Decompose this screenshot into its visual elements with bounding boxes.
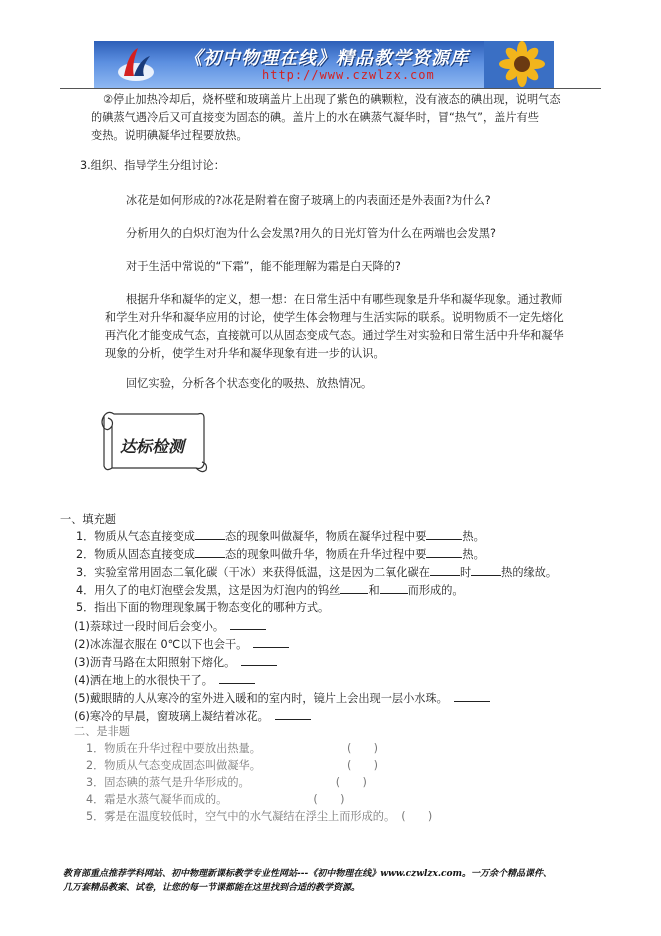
fill-item-1: 1．物质从气态直接变成 态的现象叫做凝华，物质在凝华过程中要 热。 <box>76 527 485 547</box>
fill-item-2: 2．物质从固态直接变成 态的现象叫做升华，物质在升华过程中要 热。 <box>76 545 485 565</box>
discussion-q2: 分析用久的白炽灯泡为什么会发黑?用久的日光灯管为什么在两端也会发黑? <box>126 227 496 240</box>
answer-blank[interactable] <box>454 689 490 702</box>
para-summary-1: 根据升华和凝华的定义，想一想：在日常生活中有哪些现象是升华和凝华现象。通过教师 <box>126 293 563 306</box>
scroll-label: 达标检测 <box>120 437 185 456</box>
header-divider <box>60 88 601 89</box>
answer-blank[interactable] <box>219 671 255 684</box>
tf-item-4: 4．霜是水蒸气凝华而成的。 ( ) <box>86 793 345 806</box>
answer-bracket[interactable]: ( ) <box>335 776 367 789</box>
answer-blank[interactable] <box>195 545 225 558</box>
fill-item-5: 5．指出下面的物理现象属于物态变化的哪种方式。 <box>76 601 330 614</box>
discussion-q1: 冰花是如何形成的?冰花是附着在窗子玻璃上的内表面还是外表面?为什么? <box>126 194 491 207</box>
answer-bracket[interactable]: ( ) <box>346 759 379 772</box>
sunflower-icon <box>484 41 554 88</box>
answer-blank[interactable] <box>241 653 277 666</box>
answer-blank[interactable] <box>195 527 225 540</box>
fill-item-4: 4．用久了的电灯泡壁会发黑，这是因为灯泡内的钨丝 和 而形成的。 <box>76 581 464 601</box>
para-observation-1: ②停止加热冷却后，烧杯壁和玻璃盖片上出现了紫色的碘颗粒，没有液态的碘出现，说明气态 <box>103 93 561 106</box>
answer-bracket[interactable]: ( ) <box>401 810 433 823</box>
fill-heading: 一、填充题 <box>60 513 116 526</box>
recall-instruction: 回忆实验，分析各个状态变化的吸热、放热情况。 <box>126 377 373 390</box>
sub-item-4: (4)洒在地上的水很快干了。 <box>74 671 255 691</box>
tf-item-2: 2．物质从气态变成固态叫做凝华。 ( ) <box>86 759 379 772</box>
answer-blank[interactable] <box>471 563 501 576</box>
answer-blank[interactable] <box>275 707 311 720</box>
para-observation-2: 的碘蒸气遇冷后又可直接变为固态的碘。盖片上的水在碘蒸气凝华时，冒“热气”，盖片有些 <box>91 111 539 124</box>
answer-blank[interactable] <box>230 617 266 630</box>
discussion-q3: 对于生活中常说的“下霜”，能不能理解为霜是白天降的? <box>126 260 401 273</box>
site-logo-icon <box>116 46 156 84</box>
answer-blank[interactable] <box>380 581 408 594</box>
header-banner <box>94 41 554 88</box>
answer-blank[interactable] <box>426 545 462 558</box>
answer-blank[interactable] <box>430 563 460 576</box>
answer-blank[interactable] <box>426 527 462 540</box>
para-observation-3: 变热。说明碘凝华过程要放热。 <box>91 129 248 142</box>
sub-item-5: (5)戴眼睛的人从寒冷的室外进入暖和的室内时，镜片上会出现一层小水珠。 <box>74 689 490 709</box>
sub-item-6: (6)寒冷的早晨，窗玻璃上凝结着冰花。 <box>74 707 311 727</box>
tf-heading: 二、是非题 <box>74 725 130 738</box>
para-summary-3: 再汽化才能变成气态，直接就可以从固态变成气态。通过学生对实验和日常生活中升华和凝华 <box>105 329 564 342</box>
answer-blank[interactable] <box>253 635 289 648</box>
banner-url[interactable]: http://www.czwlzx.com <box>262 68 435 82</box>
banner-title: 《初中物理在线》精品教学资源库 <box>184 48 469 69</box>
footer-line-2: 几万套精品教案、试卷，让您的每一节课都能在这里找到合适的教学资源。 <box>63 883 361 893</box>
answer-bracket[interactable]: ( ) <box>346 742 379 755</box>
tf-item-3: 3．固态碘的蒸气是升华形成的。 ( ) <box>86 776 367 789</box>
answer-bracket[interactable]: ( ) <box>313 793 345 806</box>
sub-item-1: (1)萘球过一段时间后会变小。 <box>74 617 266 637</box>
fill-item-3: 3．实验室常用固态二氧化碳（干冰）来获得低温，这是因为二氧化碳在 时 热的缘故。 <box>76 563 557 583</box>
tf-item-1: 1．物质在升华过程中要放出热量。 ( ) <box>86 742 379 755</box>
answer-blank[interactable] <box>340 581 368 594</box>
sub-item-3: (3)沥青马路在太阳照射下熔化。 <box>74 653 277 673</box>
tf-item-5: 5．雾是在温度较低时，空气中的水气凝结在浮尘上而形成的。 ( ) <box>86 810 433 823</box>
para-summary-4: 现象的分析，使学生对升华和凝华现象有进一步的认识。 <box>105 347 385 360</box>
para-summary-2: 和学生对升华和凝华应用的讨论，使学生体会物理与生活实际的联系。说明物质不一定先熔化 <box>105 311 564 324</box>
sub-item-2: (2)冰冻湿衣服在 0℃以下也会干。 <box>74 635 289 655</box>
footer-line-1: 教育部重点推荐学科网站、初中物理新课标教学专业性网站---《初中物理在线》www.czwlzx.com。一万余个精品课件、 <box>63 869 553 879</box>
section-3-heading: 3.组织、指导学生分组讨论： <box>80 159 225 172</box>
